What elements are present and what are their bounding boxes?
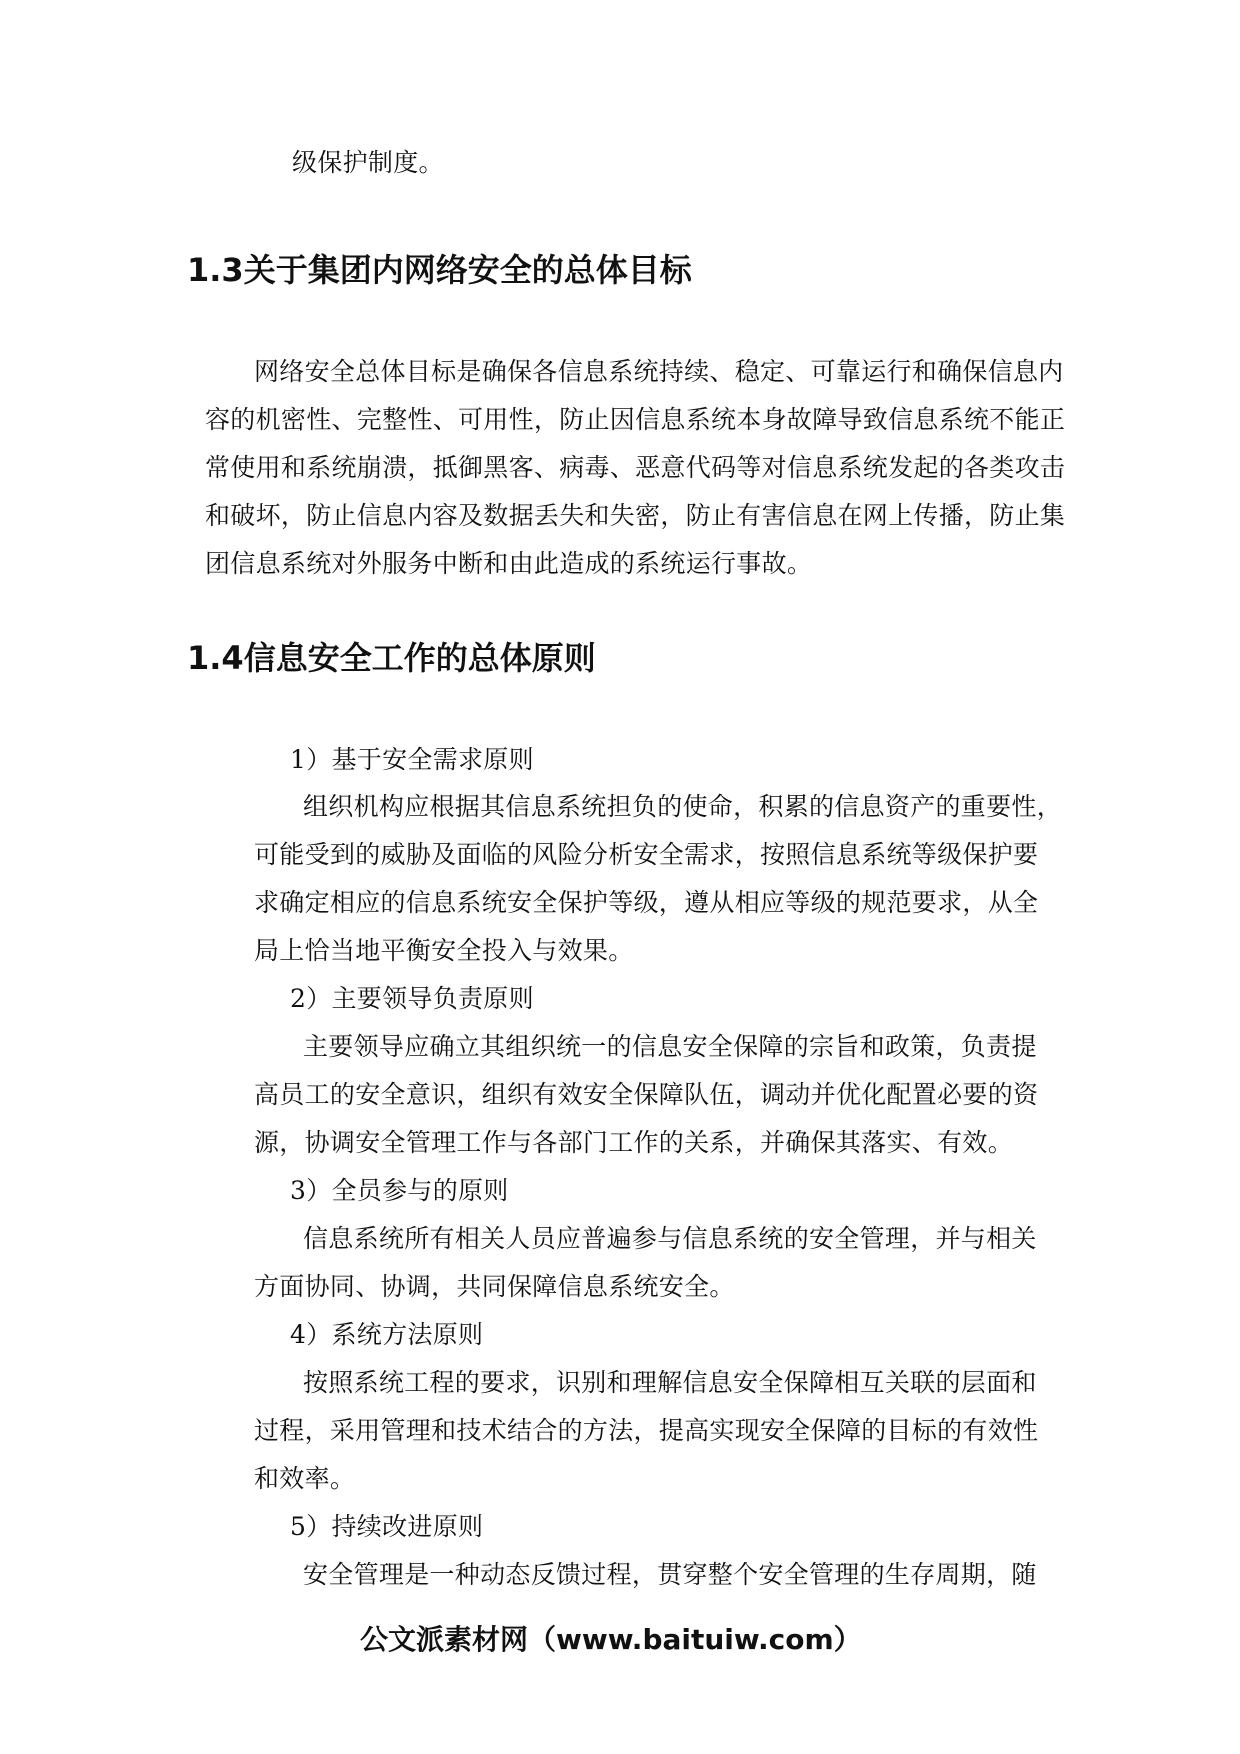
paragraph-line: 局上恰当地平衡安全投入与效果。	[254, 936, 634, 965]
paragraph-line: 网络安全总体目标是确保各信息系统持续、稳定、可靠运行和确保信息内	[254, 357, 1064, 386]
section-heading-1-4: 1.4信息安全工作的总体原则	[187, 639, 596, 677]
principle-title: 3）全员参与的原则	[290, 1176, 509, 1205]
paragraph-line: 组织机构应根据其信息系统担负的使命，积累的信息资产的重要性，	[303, 792, 1063, 821]
paragraph-line: 求确定相应的信息系统安全保护等级，遵从相应等级的规范要求，从全	[254, 888, 1039, 917]
paragraph-line: 方面协同、协调，共同保障信息系统安全。	[254, 1272, 735, 1301]
paragraph-line: 源，协调安全管理工作与各部门工作的关系，并确保其落实、有效。	[254, 1128, 1014, 1157]
paragraph-line: 可能受到的威胁及面临的风险分析安全需求，按照信息系统等级保护要	[254, 840, 1039, 869]
paragraph-line: 信息系统所有相关人员应普遍参与信息系统的安全管理，并与相关	[303, 1224, 1037, 1253]
paragraph-line: 和效率。	[254, 1464, 356, 1493]
paragraph-line: 过程，采用管理和技术结合的方法，提高实现安全保障的目标的有效性	[254, 1416, 1039, 1445]
principle-title: 5）持续改进原则	[290, 1512, 484, 1541]
principle-title: 2）主要领导负责原则	[290, 984, 534, 1013]
paragraph-line: 主要领导应确立其组织统一的信息安全保障的宗旨和政策，负责提	[303, 1032, 1037, 1061]
paragraph-line: 和破坏，防止信息内容及数据丢失和失密，防止有害信息在网上传播，防止集	[205, 501, 1066, 530]
paragraph-line: 常使用和系统崩溃，抵御黑客、病毒、恶意代码等对信息系统发起的各类攻击	[205, 453, 1066, 482]
paragraph-line: 团信息系统对外服务中断和由此造成的系统运行事故。	[205, 549, 813, 578]
principle-title: 4）系统方法原则	[290, 1320, 484, 1349]
paragraph-line: 安全管理是一种动态反馈过程，贯穿整个安全管理的生存周期，随	[303, 1560, 1037, 1589]
continuation-line: 级保护制度。	[292, 148, 444, 177]
principle-title: 1）基于安全需求原则	[290, 745, 534, 774]
paragraph-line: 高员工的安全意识，组织有效安全保障队伍，调动并优化配置必要的资	[254, 1080, 1039, 1109]
paragraph-line: 按照系统工程的要求，识别和理解信息安全保障相互关联的层面和	[303, 1368, 1037, 1397]
section-heading-1-3: 1.3关于集团内网络安全的总体目标	[187, 251, 692, 289]
paragraph-line: 容的机密性、完整性、可用性，防止因信息系统本身故障导致信息系统不能正	[205, 405, 1066, 434]
footer-watermark: 公文派素材网（www.baituiw.com）	[360, 1623, 862, 1656]
